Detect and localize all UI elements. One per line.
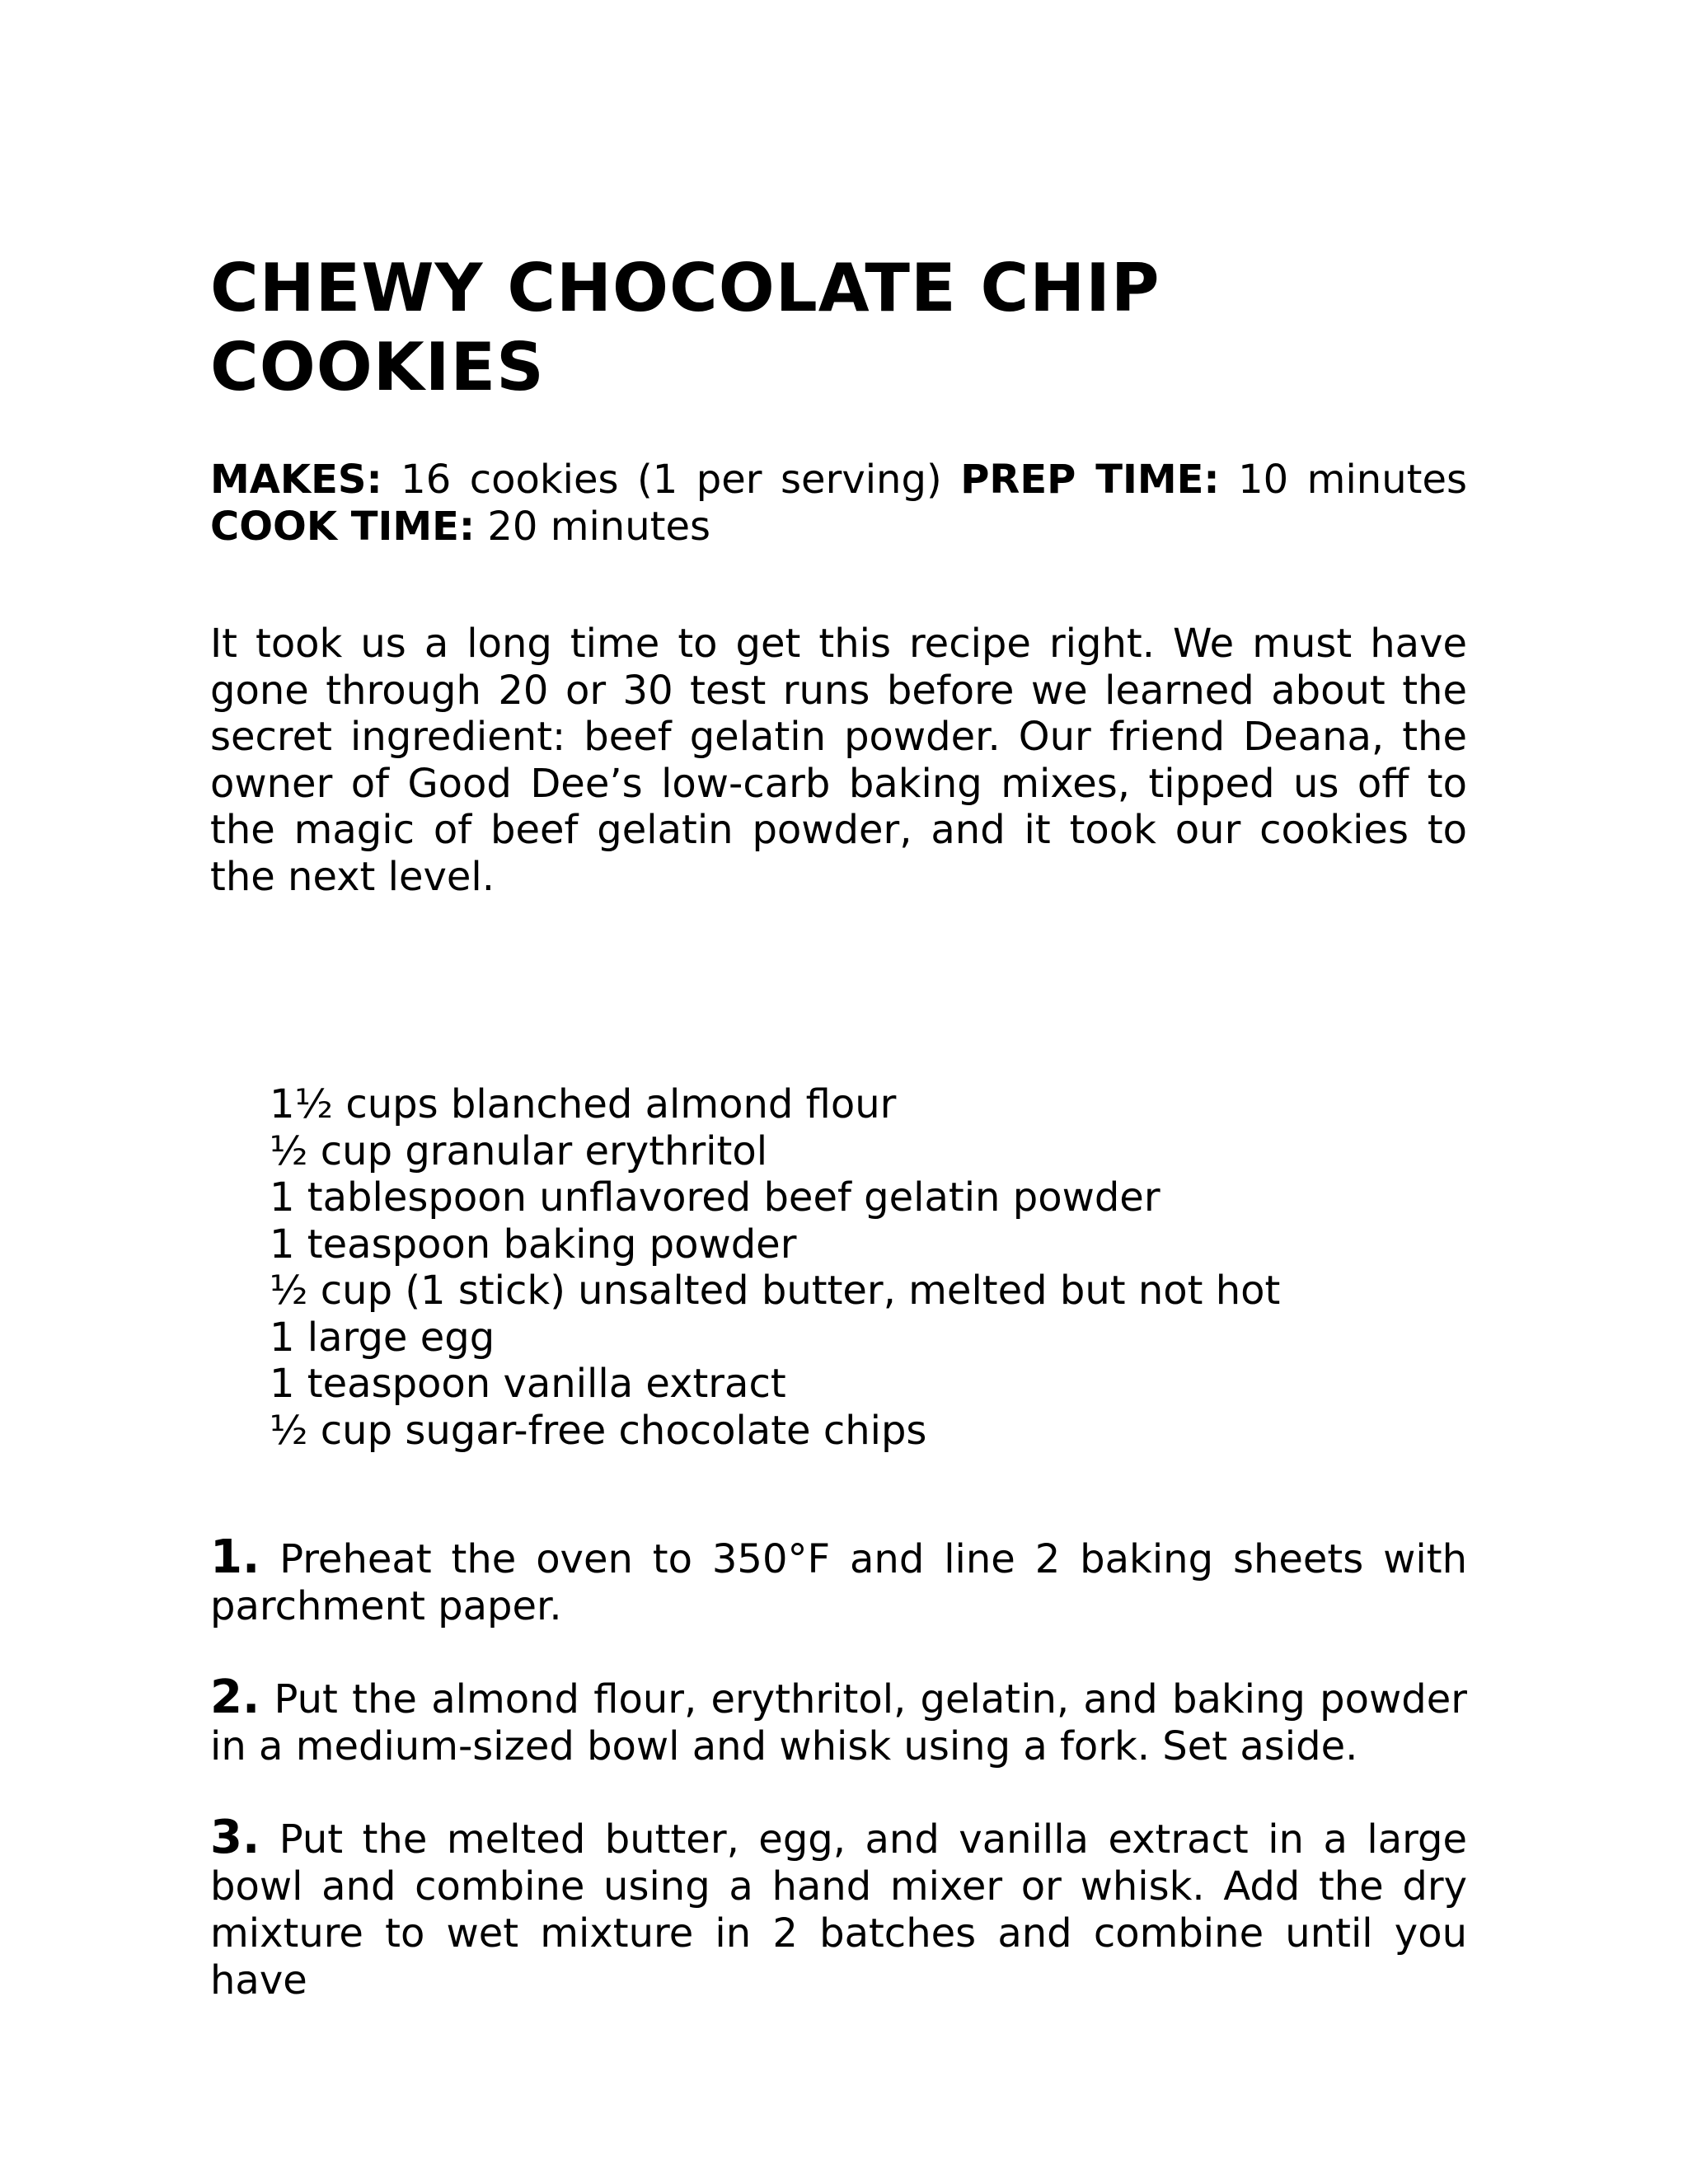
ingredient-item: 1 teaspoon vanilla extract bbox=[270, 1361, 786, 1407]
cook-time-value: 20 minutes bbox=[487, 504, 710, 550]
step-number: 3. bbox=[210, 1811, 260, 1864]
prep-time-value: 10 minutes bbox=[1238, 457, 1467, 503]
cook-time-label: COOK TIME: bbox=[210, 504, 476, 550]
ingredient-list bbox=[270, 1081, 1467, 1454]
instruction-step bbox=[210, 1530, 1467, 1630]
step-text: Put the almond flour, erythritol, gelatin, and baking powder in a medium-sized bowl and whisk using a fork. Set aside. bbox=[210, 1676, 1467, 1769]
recipe-page bbox=[210, 249, 1467, 2048]
ingredient-item: ½ cup (1 stick) unsalted butter, melted but not hot bbox=[270, 1268, 1281, 1314]
ingredient-item: 1 large egg bbox=[270, 1314, 495, 1361]
instruction-step bbox=[210, 1811, 1467, 2004]
ingredient-item: ½ cup sugar-free chocolate chips bbox=[270, 1407, 927, 1454]
ingredient-item: ½ cup granular erythritol bbox=[270, 1127, 768, 1174]
ingredient-item: 1 tablespoon unflavored beef gelatin powder bbox=[270, 1174, 1160, 1221]
instruction-steps bbox=[210, 1530, 1467, 2004]
ingredient-item: 1½ cups blanched almond flour bbox=[270, 1081, 897, 1127]
ingredient-item: 1 teaspoon baking powder bbox=[270, 1221, 797, 1268]
makes-label: MAKES: bbox=[210, 457, 382, 503]
step-number: 2. bbox=[210, 1671, 260, 1724]
recipe-intro: It took us a long time to get this recipe right. We must have gone through 20 or 30 test runs before we learned about the secret ingredient: beef gelatin powder. Our friend Deana, the owner of Good Dee’s low-carb baking mixes, tipped us off to the magic of beef gelatin powder, and it took our cookies to the next level. bbox=[210, 621, 1467, 900]
step-text: Preheat the oven to 350°F and line 2 baking sheets with parchment paper. bbox=[210, 1536, 1467, 1629]
recipe-title: CHEWY CHOCOLATE CHIP COOKIES bbox=[210, 250, 1160, 405]
step-number: 1. bbox=[210, 1530, 260, 1584]
recipe-meta bbox=[210, 457, 1467, 551]
prep-time-label: PREP TIME: bbox=[960, 457, 1220, 503]
step-text: Put the melted butter, egg, and vanilla extract in a large bowl and combine using a hand mixer or whisk. Add the dry mixture to wet mixture in 2 batches and combine until you have bbox=[210, 1816, 1467, 2004]
instruction-step bbox=[210, 1671, 1467, 1770]
makes-value: 16 cookies (1 per serving) bbox=[401, 457, 942, 503]
